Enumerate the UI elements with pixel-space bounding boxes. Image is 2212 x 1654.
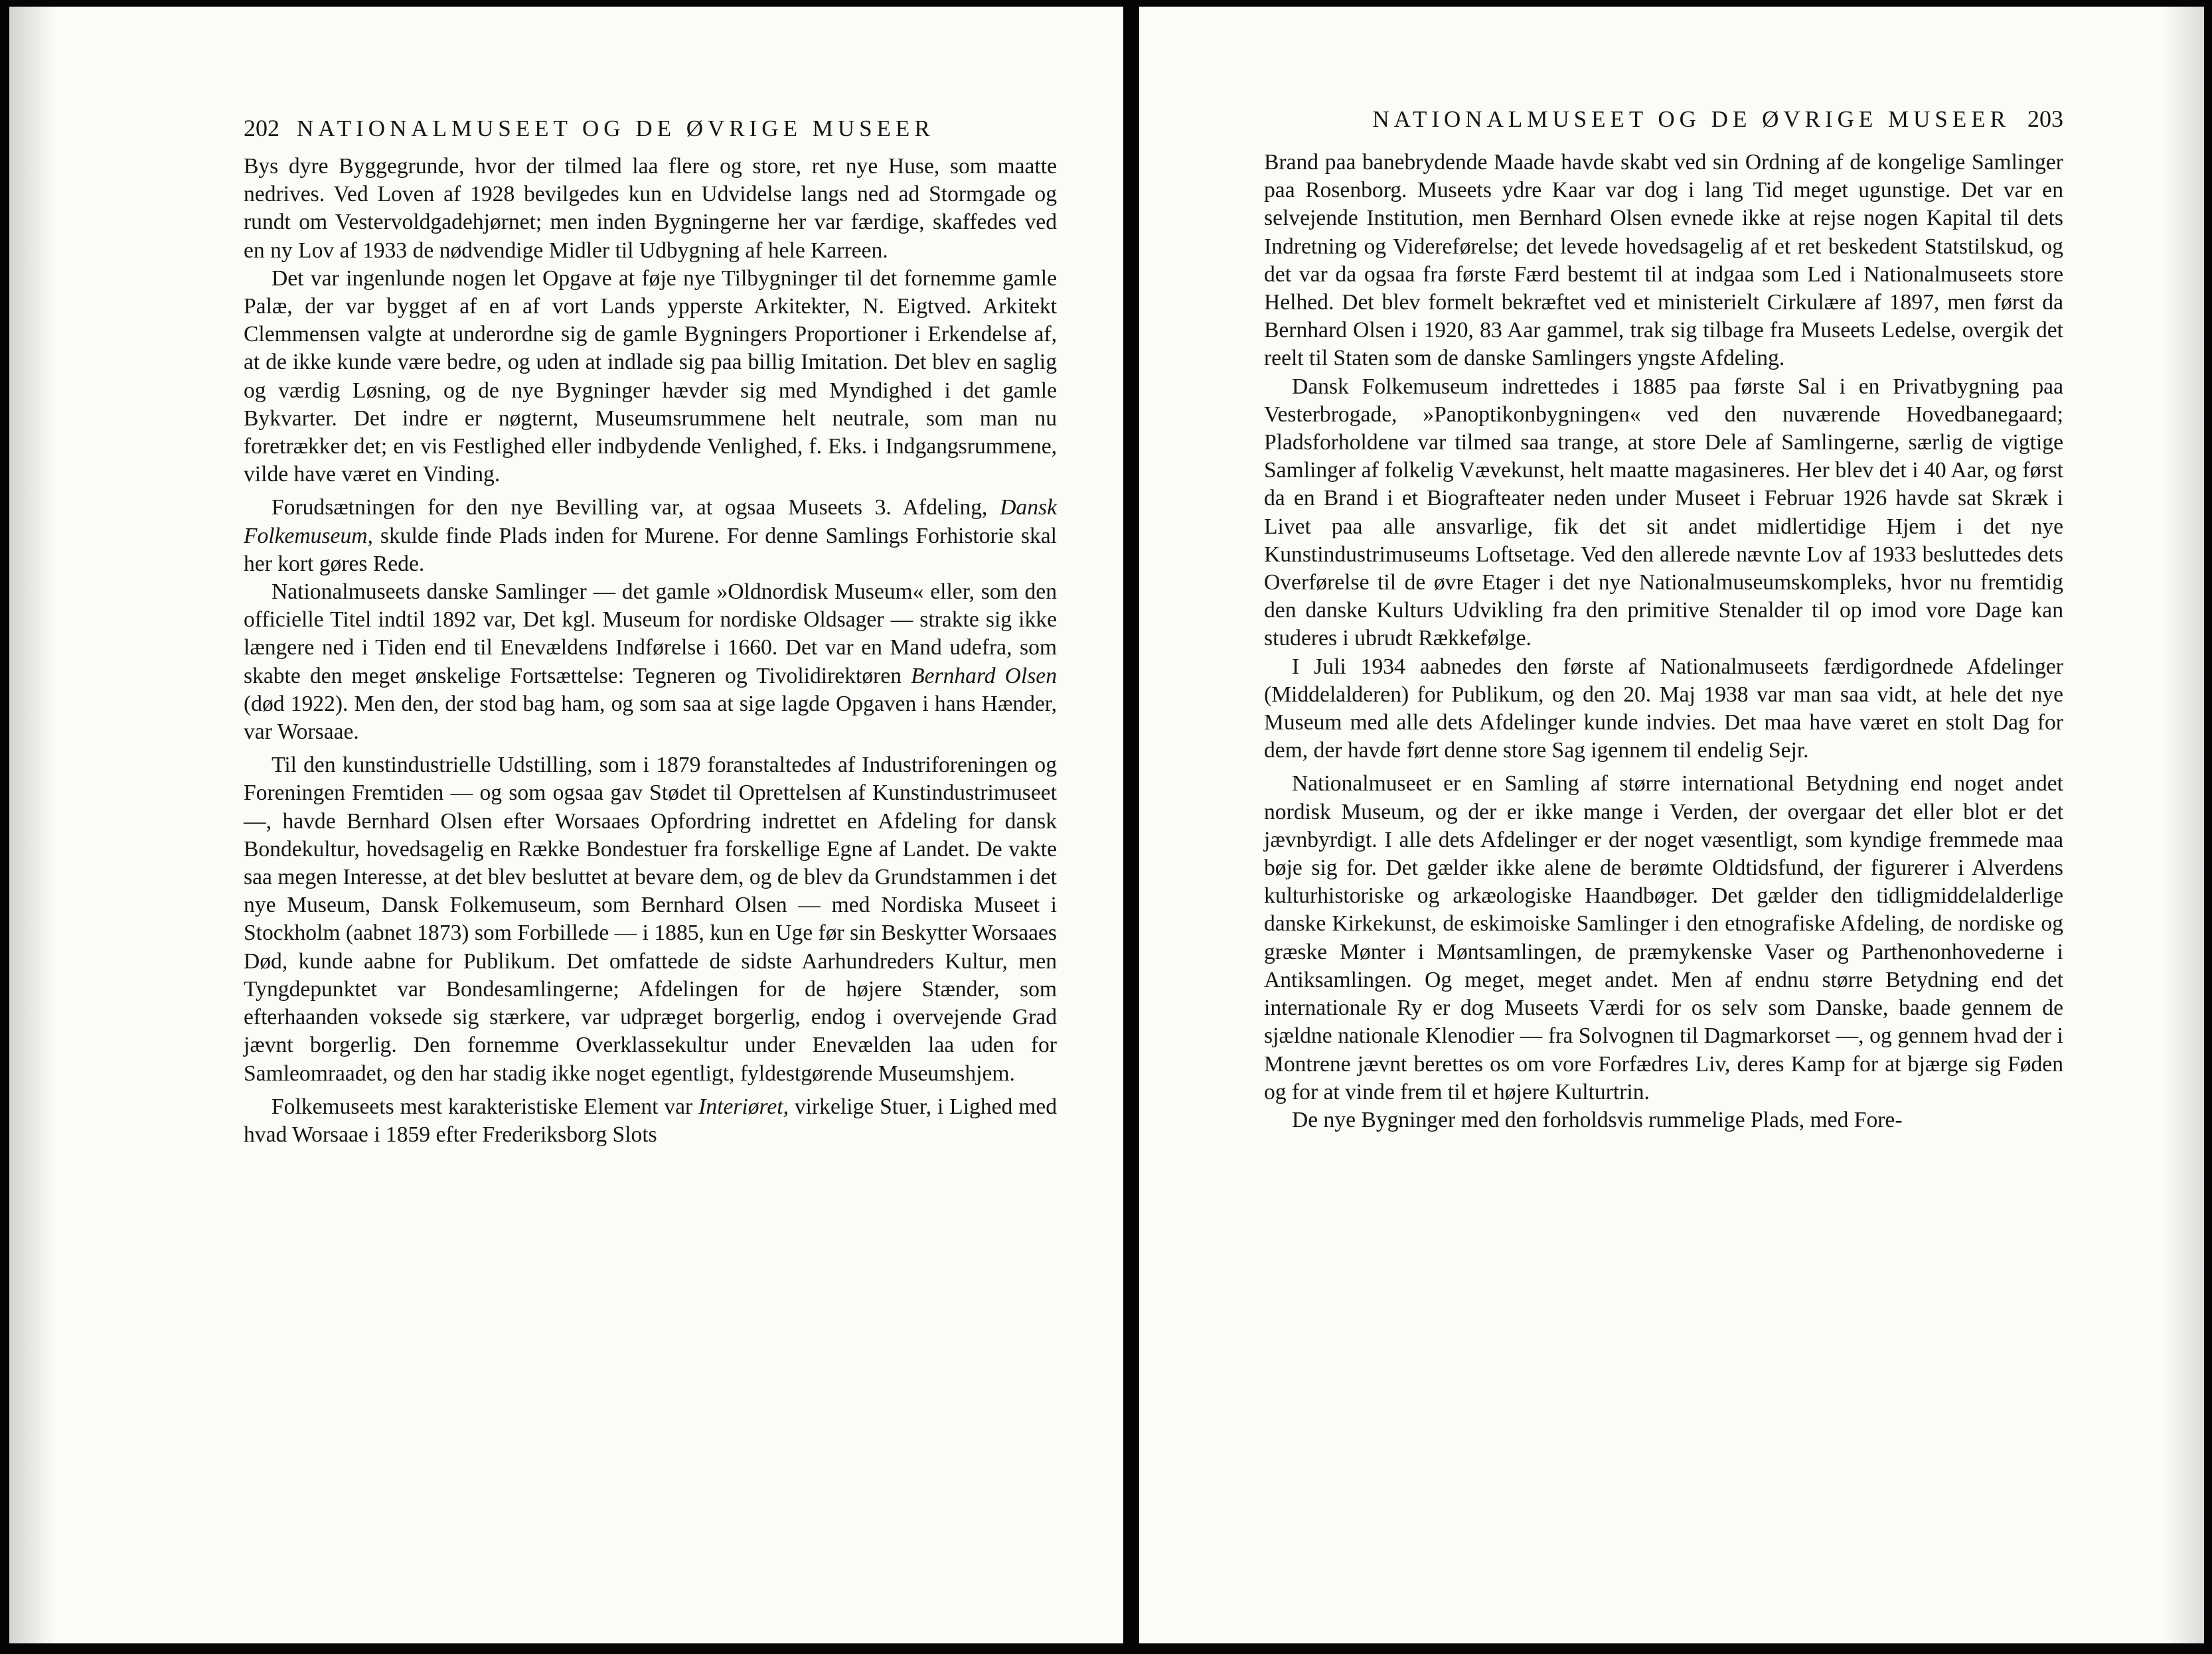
paragraph: Det var ingenlunde nogen let Opgave at føje nye Tilbygninger til det fornemme gamle Palæ, der var bygget af en af vort Lands ypperste Arkitekter, N. Eigtved. Arkitekt Clemmensen valgte at underordne sig de gamle Bygningers Proportioner i Erkendelse af, at de ikke kunde være bedre, og uden at indlade sig paa billig Imitation. Det blev en saglig og værdig Løsning, og de nye Bygninger hævder sig med Myndighed i det gamle Bykvarter. Det indre er nøgternt, Museumsrummene helt neutrale, som man nu foretrækker det; en vis Festlighed eller indbydende Venlighed, f. Eks. i Indgangsrummene, vilde have været en Vinding. — [244, 265, 1057, 487]
italic-term: Dansk Folkemuseum, — [244, 495, 1057, 548]
right-page — [1139, 7, 2204, 1643]
paragraph: Bys dyre Byggegrunde, hvor der tilmed laa flere og store, ret nye Huse, som maatte nedrives. Ved Loven af 1928 bevilgedes kun en Udvidelse langs ned ad Stormgade og rundt om Vestervoldgadehjørnet; men inden Bygningerne her var færdige, skaffedes ved en ny Lov af 1933 de nødvendige Midler til Udbygning af hele Karreen. — [244, 154, 1057, 263]
paragraph: Nationalmuseets danske Samlinger — det gamle »Oldnordisk Museum« eller, som den officielle Titel indtil 1892 var, Det kgl. Museum for nordiske Oldsager — strakte sig ikke længere ned i Tiden end til Enevældens Indførelse i 1660. Det var en Mand udefra, som skabte den meget ønskelige Fortsættelse: Tegneren og Tivolidirektøren Bernhard Olsen (død 1922). Men den, der stod bag ham, og som saa at sige lagde Opgaven i hans Hænder, var Worsaae. — [244, 579, 1057, 745]
running-head-title: NATIONALMUSEET OG DE ØVRIGE MUSEER — [297, 115, 935, 141]
paragraph: Forudsætningen for den nye Bevilling var, at ogsaa Museets 3. Afdeling, Dansk Folkemuseum, skulde finde Plads inden for Murene. For denne Samlings Forhistorie skal her kort gøres Rede. — [244, 495, 1057, 576]
running-head-title: NATIONALMUSEET OG DE ØVRIGE MUSEER — [1372, 106, 2010, 132]
italic-term: Interiøret, — [698, 1094, 789, 1119]
left-page — [9, 7, 1123, 1643]
page-number: 202 — [244, 115, 279, 141]
paragraph: I Juli 1934 aabnedes den første af Nationalmuseets færdigordnede Afdelinger (Middelalderen) for Publikum, og den 20. Maj 1938 var man saa vidt, at hele det nye Museum med alle dets Afdelinger kunde indvies. Det maa have været en stolt Dag for dem, der havde ført denne store Sag igennem til endelig Sejr. — [1264, 654, 2063, 763]
paragraph: Til den kunstindustrielle Udstilling, som i 1879 foranstaltedes af Industriforeningen og Foreningen Fremtiden — og som ogsaa gav Stødet til Oprettelsen af Kunstindustrimuseet —, havde Bernhard Olsen efter Worsaaes Opfordring indrettet en Afdeling for dansk Bondekultur, hovedsagelig en Række Bondestuer fra forskellige Egne af Landet. De vakte saa megen Interesse, at det blev besluttet at bevare dem, og de blev da Grundstammen i det nye Museum, Dansk Folkemuseum, som Bernhard Olsen — med Nordiska Museet i Stockholm (aabnet 1873) som Forbillede — i 1885, kun en Uge før sin Beskytter Worsaaes Død, kunde aabne for Publikum. Det omfattede de sidste Aarhundreders Kultur, men Tyngdepunktet var Bondesamlingerne; Afdelingen for de højere Stænder, som efterhaanden voksede sig stærkere, var udpræget borgerlig, endog i overvejende Grad jævnt borgerlig. Den fornemme Overklassekultur under Enevælden laa uden for Samleomraadet, og den har stadig ikke noget egentligt, fyldestgørende Museumshjem. — [244, 753, 1057, 1086]
page-number: 203 — [2027, 106, 2063, 132]
running-header — [244, 114, 1057, 142]
italic-name: Bernhard Olsen — [911, 663, 1057, 688]
paragraph: Brand paa banebrydende Maade havde skabt ved sin Ordning af de kongelige Samlinger paa Rosenborg. Museets ydre Kaar var dog i lang Tid meget ugunstige. Det var en selvejende Institution, men Bernhard Olsen evnede ikke at rejse nogen Kapital til dets Indretning og Videreførelse; det levede hovedsagelig af et ret beskedent Statstilskud, og det var da ogsaa fra første Færd bestemt til at indgaa som Led i Nationalmuseets store Helhed. Det blev formelt bekræftet ved et ministerielt Cirkulære af 1897, men først da Bernhard Olsen i 1920, 83 Aar gammel, trak sig tilbage fra Museets Ledelse, overgik det reelt til Staten som de danske Samlingers yngste Afdeling. — [1264, 150, 2063, 371]
running-header — [1264, 105, 2063, 133]
paragraph: Dansk Folkemuseum indrettedes i 1885 paa første Sal i en Privatbygning paa Vesterbrogade, »Panoptikonbygningen« ved den nuværende Hovedbanegaard; Pladsforholdene var tilmed saa trange, at store Dele af Samlingerne, særlig de vigtige Samlinger af folkelig Vævekunst, helt maatte magasineres. Her blev det i 40 Aar, og først da en Brand i et Biografteater neden under Museet i Februar 1926 havde sat Skræk i Livet paa alle ansvarlige, fik det sit andet midlertidige Hjem i det nye Kunstindustrimuseums Loftsetage. Ved den allerede nævnte Lov af 1933 besluttedes dets Overførelse til de øvre Etager i det nye Nationalmuseumskompleks, hvor nu fremtidig den danske Kulturs Udvikling fra den primitive Stenalder til op imod vore Dage kan studeres i ubrudt Rækkefølge. — [1264, 374, 2063, 651]
paragraph: Folkemuseets mest karakteristiske Element var Interiøret, virkelige Stuer, i Lighed med hvad Worsaae i 1859 efter Frederiksborg Slots — [244, 1094, 1058, 1147]
paragraph: De nye Bygninger med den forholdsvis rummelige Plads, med Fore- — [1292, 1107, 1903, 1132]
paragraph: Nationalmuseet er en Samling af større international Betydning end noget andet nordisk Museum, og der er ikke mange i Verden, der overgaar det eller blot er det jævnbyrdigt. I alle dets Afdelinger er der noget væsentligt, som kyndige fremmede maa bøje sig for. Det gælder ikke alene de berømte Oldtidsfund, der figurerer i Alverdens kulturhistoriske og arkæologiske Haandbøger. Det gælder den tidligmiddelalderlige danske Kirkekunst, de eskimoiske Samlinger i den etnografiske Afdeling, de nordiske og græske Mønter i Møntsamlingen, de præmykenske Vaser og Parthenonhovederne i Antiksamlingen. Og meget, meget andet. Men af endnu større Betydning end det internationale Ry er dog Museets Værdi for os selv som Danske, baade gennem de sjældne nationale Klenodier — fra Solvognen til Dagmarkorset —, og gennem hvad der i Montrene jævnt berettes os om vore Forfædres Liv, deres Kamp for at bjærge sig Føden og for at vinde frem til et højere Kulturtrin. — [1264, 771, 2063, 1104]
